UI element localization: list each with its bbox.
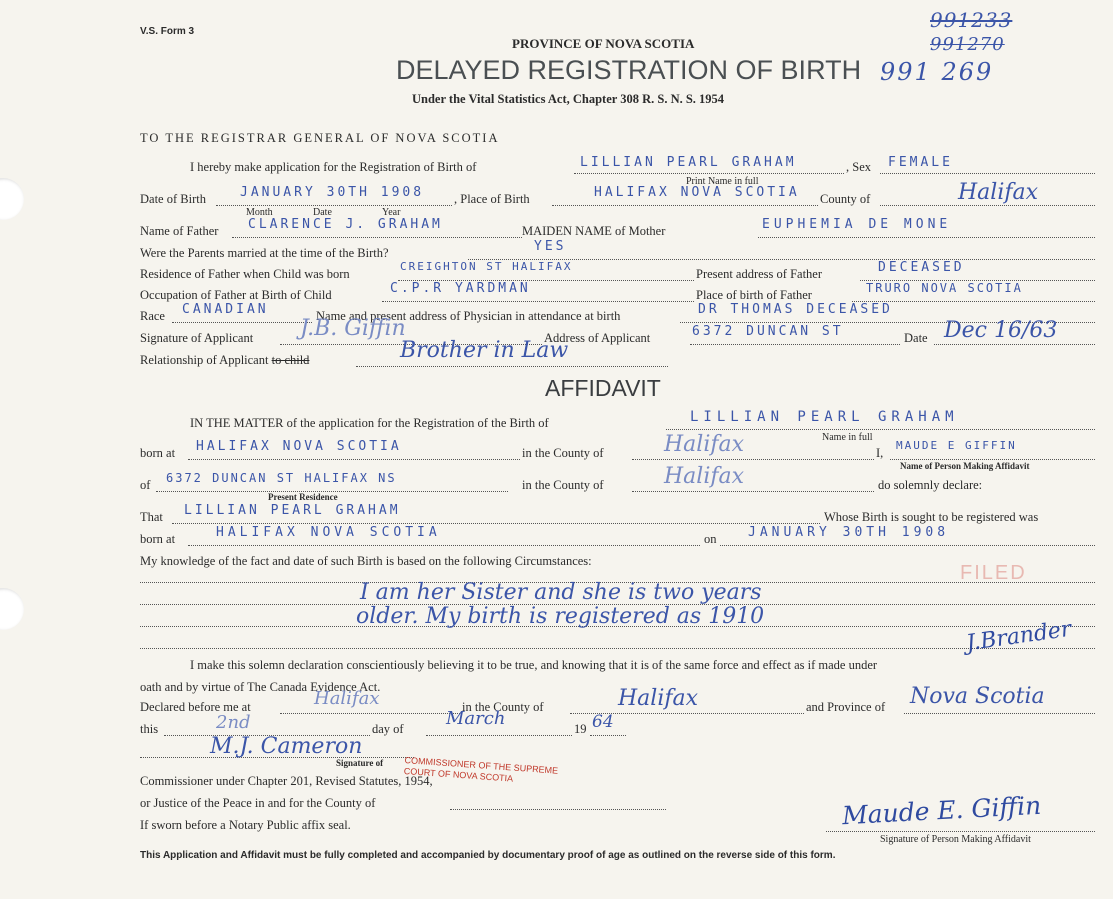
father-label: Name of Father <box>140 224 219 238</box>
justice-label: or Justice of the Peace in and for the County of <box>140 796 376 810</box>
on-label: on <box>704 532 717 546</box>
relationship-label-struck: to child <box>271 353 310 367</box>
notary-label: If sworn before a Notary Public affix seal. <box>140 818 351 832</box>
present-address-label: Present address of Father <box>696 267 823 281</box>
registration-number-struck-1: 991233 <box>930 8 1013 32</box>
physician-label: Name and present address of Physician in attendance at birth <box>316 309 621 323</box>
relationship-label <box>140 353 309 367</box>
date-label: Date <box>904 331 928 345</box>
registration-number: 991 269 <box>880 58 994 86</box>
child-name-value: LILLIAN PEARL GRAHAM <box>580 155 797 170</box>
province-heading: PROVINCE OF NOVA SCOTIA <box>512 36 695 51</box>
pob-father-value: TRURO NOVA SCOTIA <box>866 281 1023 295</box>
in-county-label: in the County of <box>522 446 604 460</box>
in-county2-value: Halifax <box>664 464 745 489</box>
sex-label: , Sex <box>846 160 871 174</box>
filed-stamp: FILED <box>960 562 1027 584</box>
sex-value: FEMALE <box>888 155 953 170</box>
to-registrar-line: TO THE REGISTRAR GENERAL OF NOVA SCOTIA <box>140 131 500 145</box>
commissioner-signature: M.J. Cameron <box>210 734 363 759</box>
address-applicant-value: 6372 DUNCAN ST <box>692 324 844 339</box>
affidavit-heading: AFFIDAVIT <box>545 375 661 401</box>
dob-value: JANUARY 30TH 1908 <box>240 185 425 200</box>
declared-value: Halifax <box>314 688 380 709</box>
form-number: V.S. Form 3 <box>140 26 195 37</box>
dob-label: Date of Birth <box>140 192 206 206</box>
commissioner-label: Commissioner under Chapter 201, Revised Statutes, 1954, <box>140 774 433 788</box>
present-residence-caption: Present Residence <box>268 492 338 502</box>
year-caption: Year <box>382 207 401 218</box>
that-value: LILLIAN PEARL GRAHAM <box>184 503 401 518</box>
this-value: 2nd <box>216 712 251 733</box>
circumstances-line-1: I am her Sister and she is two years <box>360 580 762 605</box>
day-value: March <box>446 708 506 729</box>
print-name-caption: Print Name in full <box>686 176 759 187</box>
occupation-value: C.P.R YARDMAN <box>390 281 531 296</box>
born-at2-label: born at <box>140 532 176 546</box>
affiant-caption: Name of Person Making Affidavit <box>900 461 1030 471</box>
affidavit-child-name: LILLIAN PEARL GRAHAM <box>690 409 959 425</box>
circumstances-line-2: older. My birth is registered as 1910 <box>356 604 765 629</box>
subtitle: Under the Vital Statistics Act, Chapter 308 R. S. N. S. 1954 <box>412 92 725 106</box>
mother-value: EUPHEMIA DE MONE <box>762 217 952 232</box>
punch-hole-bottom <box>0 588 24 630</box>
in-county-value: Halifax <box>664 432 745 457</box>
year-label: 19 <box>574 722 587 736</box>
signature-of-caption: Signature of <box>336 758 384 768</box>
born-at-label: born at <box>140 446 176 460</box>
on-value: JANUARY 30TH 1908 <box>748 525 950 540</box>
pob-father-label: Place of birth of Father <box>696 288 812 302</box>
pob-value: HALIFAX NOVA SCOTIA <box>594 185 800 200</box>
declared-label: Declared before me at <box>140 700 251 714</box>
date-value: Dec 16/63 <box>944 318 1058 343</box>
knowledge-label: My knowledge of the fact and date of such Birth is based on the following Circumstances: <box>140 554 592 568</box>
name-full-caption: Name in full <box>822 432 873 443</box>
in-county2-label: in the County of <box>522 478 604 492</box>
commissioner-stamp: COMMISSIONER OF THE SUPREME COURT OF NOVA SCOTIA <box>403 755 559 784</box>
born-at-value: HALIFAX NOVA SCOTIA <box>196 439 402 454</box>
residence-father-value: CREIGHTON ST HALIFAX <box>400 260 573 273</box>
born-at2-value: HALIFAX NOVA SCOTIA <box>216 525 441 540</box>
month-caption: Month <box>246 207 273 218</box>
declare-label: do solemnly declare: <box>878 478 983 492</box>
father-value: CLARENCE J. GRAHAM <box>248 217 443 232</box>
punch-hole-top <box>0 178 24 220</box>
occupation-label: Occupation of Father at Birth of Child <box>140 288 332 302</box>
signature-applicant-label: Signature of Applicant <box>140 331 254 345</box>
footer-note: This Application and Affidavit must be fully completed and accompanied by documentary proof of age as outlined on the reverse side of this form. <box>140 850 836 861</box>
residence-father-label: Residence of Father when Child was born <box>140 267 350 281</box>
race-label: Race <box>140 309 165 323</box>
county-label: County of <box>820 192 871 206</box>
signature-applicant-value: J.B. Giffin <box>300 316 406 341</box>
solemn-declaration-1: I make this solemn declaration conscientiously believing it to be true, and knowing that it is of the same force and effect as if made under <box>190 658 878 672</box>
affidavit-matter-label: IN THE MATTER of the application for the Registration of the Birth of <box>190 416 549 430</box>
relationship-value: Brother in Law <box>400 338 569 363</box>
page-title: DELAYED REGISTRATION OF BIRTH <box>396 55 862 85</box>
county-value: Halifax <box>958 180 1039 205</box>
this-label: this <box>140 722 159 736</box>
physician-value: DR THOMAS DECEASED <box>698 302 893 317</box>
that-label: That <box>140 510 163 524</box>
of-label: of <box>140 478 151 492</box>
province-label: and Province of <box>806 700 886 714</box>
in-county3-value: Halifax <box>618 686 699 711</box>
province-value: Nova Scotia <box>910 684 1045 709</box>
i-label: I, <box>876 446 884 460</box>
in-county3-label: in the County of <box>462 700 544 714</box>
date-caption: Date <box>313 207 332 218</box>
married-value: YES <box>534 239 567 254</box>
address-applicant-label: Address of Applicant <box>544 331 651 345</box>
pob-label: , Place of Birth <box>454 192 530 206</box>
whose-birth-label: Whose Birth is sought to be registered was <box>824 510 1039 524</box>
solemn-declaration-2: oath and by virtue of The Canada Evidence Act. <box>140 680 381 694</box>
application-label: I hereby make application for the Registration of Birth of <box>190 160 477 174</box>
affiant-name-value: MAUDE E GIFFIN <box>896 439 1017 452</box>
affiant-signature: Maude E. Giffin <box>841 790 1042 831</box>
of-value: 6372 DUNCAN ST HALIFAX NS <box>166 471 397 485</box>
mother-label: MAIDEN NAME of Mother <box>522 224 666 238</box>
day-label: day of <box>372 722 404 736</box>
year-value: 64 <box>592 712 614 732</box>
affiant-signature-caption: Signature of Person Making Affidavit <box>880 834 1031 845</box>
race-value: CANADIAN <box>182 302 269 317</box>
married-label: Were the Parents married at the time of the Birth? <box>140 246 389 260</box>
present-address-value: DECEASED <box>878 260 965 275</box>
initial-mark: J.Brander <box>964 616 1073 657</box>
relationship-label-text: Relationship of Applicant <box>140 353 269 367</box>
registration-number-struck-2: 991270 <box>930 34 1005 55</box>
